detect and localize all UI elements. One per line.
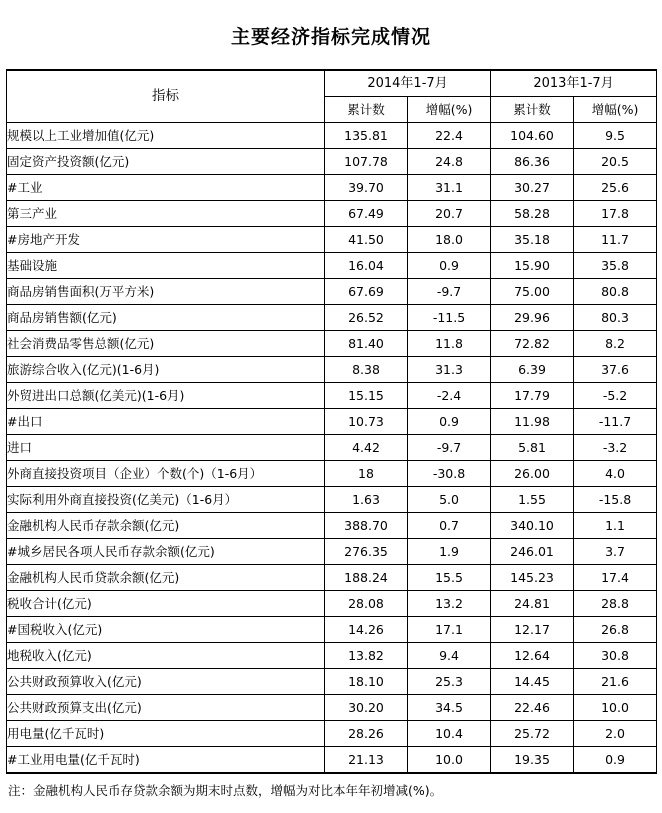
row-label: 商品房销售额(亿元) [7, 305, 325, 331]
cell-2013-growth: 3.7 [574, 539, 657, 565]
column-header-indicator: 指标 [7, 70, 325, 123]
cell-2013-growth: 11.7 [574, 227, 657, 253]
cell-2014-growth: 24.8 [408, 149, 491, 175]
cell-2013-growth: -3.2 [574, 435, 657, 461]
row-label: #国税收入(亿元) [7, 617, 325, 643]
cell-2013-total: 30.27 [491, 175, 574, 201]
table-row [7, 565, 657, 591]
cell-2013-total: 86.36 [491, 149, 574, 175]
table-row [7, 513, 657, 539]
cell-2014-growth: 10.4 [408, 721, 491, 747]
table-row [7, 487, 657, 513]
cell-2013-growth: 26.8 [574, 617, 657, 643]
column-header-2014-growth: 增幅(%) [408, 97, 491, 123]
cell-2013-growth: 2.0 [574, 721, 657, 747]
column-header-2013-growth: 增幅(%) [574, 97, 657, 123]
cell-2013-total: 6.39 [491, 357, 574, 383]
cell-2014-total: 39.70 [325, 175, 408, 201]
table-row [7, 383, 657, 409]
cell-2014-growth: 17.1 [408, 617, 491, 643]
cell-2013-total: 19.35 [491, 747, 574, 774]
cell-2014-growth: 15.5 [408, 565, 491, 591]
cell-2013-total: 22.46 [491, 695, 574, 721]
cell-2013-total: 12.17 [491, 617, 574, 643]
table-row [7, 591, 657, 617]
row-label: 税收合计(亿元) [7, 591, 325, 617]
table-row [7, 409, 657, 435]
cell-2014-total: 388.70 [325, 513, 408, 539]
row-label: 基础设施 [7, 253, 325, 279]
cell-2014-growth: 34.5 [408, 695, 491, 721]
table-row [7, 669, 657, 695]
table-row [7, 747, 657, 774]
cell-2014-growth: 5.0 [408, 487, 491, 513]
cell-2014-total: 18.10 [325, 669, 408, 695]
cell-2014-total: 67.69 [325, 279, 408, 305]
table-header-row-period [7, 70, 657, 97]
cell-2013-growth: -15.8 [574, 487, 657, 513]
cell-2013-total: 14.45 [491, 669, 574, 695]
row-label: #城乡居民各项人民币存款余额(亿元) [7, 539, 325, 565]
cell-2014-growth: 13.2 [408, 591, 491, 617]
cell-2014-growth: 0.9 [408, 253, 491, 279]
cell-2014-total: 14.26 [325, 617, 408, 643]
table-row [7, 279, 657, 305]
cell-2014-growth: 0.7 [408, 513, 491, 539]
cell-2013-total: 24.81 [491, 591, 574, 617]
row-label: 第三产业 [7, 201, 325, 227]
cell-2013-growth: 0.9 [574, 747, 657, 774]
cell-2013-total: 26.00 [491, 461, 574, 487]
cell-2013-total: 15.90 [491, 253, 574, 279]
row-label: #出口 [7, 409, 325, 435]
table-row [7, 695, 657, 721]
row-label: 进口 [7, 435, 325, 461]
row-label: #房地产开发 [7, 227, 325, 253]
cell-2013-total: 17.79 [491, 383, 574, 409]
table-note: 注：金融机构人民币存贷款余额为期末时点数，增幅为对比本年年初增减(%)。 [8, 783, 443, 798]
cell-2014-growth: 18.0 [408, 227, 491, 253]
row-label: 商品房销售面积(万平方米) [7, 279, 325, 305]
cell-2013-growth: 28.8 [574, 591, 657, 617]
table-body [7, 123, 657, 774]
cell-2013-total: 12.64 [491, 643, 574, 669]
cell-2014-growth: 31.1 [408, 175, 491, 201]
cell-2013-growth: 17.4 [574, 565, 657, 591]
table-row [7, 253, 657, 279]
cell-2014-total: 81.40 [325, 331, 408, 357]
cell-2014-total: 1.63 [325, 487, 408, 513]
cell-2014-total: 15.15 [325, 383, 408, 409]
row-label: 固定资产投资额(亿元) [7, 149, 325, 175]
table-row [7, 123, 657, 149]
table-row [7, 721, 657, 747]
cell-2013-total: 25.72 [491, 721, 574, 747]
cell-2014-total: 13.82 [325, 643, 408, 669]
row-label: 外商直接投资项目（企业）个数(个)（1-6月） [7, 461, 325, 487]
cell-2014-growth: -11.5 [408, 305, 491, 331]
row-label: 社会消费品零售总额(亿元) [7, 331, 325, 357]
table-row [7, 175, 657, 201]
row-label: 旅游综合收入(亿元)(1-6月) [7, 357, 325, 383]
cell-2013-total: 1.55 [491, 487, 574, 513]
cell-2014-growth: -9.7 [408, 279, 491, 305]
cell-2014-growth: 11.8 [408, 331, 491, 357]
row-label: 金融机构人民币贷款余额(亿元) [7, 565, 325, 591]
row-label: 用电量(亿千瓦时) [7, 721, 325, 747]
page-title: 主要经济指标完成情况 [230, 26, 431, 48]
cell-2013-growth: 4.0 [574, 461, 657, 487]
cell-2013-growth: 21.6 [574, 669, 657, 695]
column-header-period-2014: 2014年1-7月 [325, 70, 491, 97]
cell-2013-total: 5.81 [491, 435, 574, 461]
cell-2014-total: 30.20 [325, 695, 408, 721]
table-row [7, 331, 657, 357]
cell-2014-total: 16.04 [325, 253, 408, 279]
cell-2013-growth: 35.8 [574, 253, 657, 279]
cell-2014-growth: 22.4 [408, 123, 491, 149]
cell-2013-growth: -5.2 [574, 383, 657, 409]
cell-2014-total: 10.73 [325, 409, 408, 435]
cell-2014-total: 276.35 [325, 539, 408, 565]
cell-2013-growth: 17.8 [574, 201, 657, 227]
cell-2014-growth: 10.0 [408, 747, 491, 774]
cell-2014-growth: 25.3 [408, 669, 491, 695]
cell-2013-growth: 37.6 [574, 357, 657, 383]
cell-2013-growth: 8.2 [574, 331, 657, 357]
cell-2013-total: 11.98 [491, 409, 574, 435]
row-label: #工业 [7, 175, 325, 201]
cell-2014-total: 188.24 [325, 565, 408, 591]
row-label: 公共财政预算收入(亿元) [7, 669, 325, 695]
row-label: 规模以上工业增加值(亿元) [7, 123, 325, 149]
table-row [7, 149, 657, 175]
table-row [7, 357, 657, 383]
cell-2013-growth: 80.8 [574, 279, 657, 305]
cell-2013-total: 72.82 [491, 331, 574, 357]
cell-2013-growth: 9.5 [574, 123, 657, 149]
cell-2013-total: 35.18 [491, 227, 574, 253]
cell-2014-growth: 1.9 [408, 539, 491, 565]
cell-2013-total: 58.28 [491, 201, 574, 227]
cell-2013-total: 246.01 [491, 539, 574, 565]
cell-2013-growth: 30.8 [574, 643, 657, 669]
cell-2014-growth: 31.3 [408, 357, 491, 383]
cell-2013-total: 104.60 [491, 123, 574, 149]
cell-2014-growth: -9.7 [408, 435, 491, 461]
table-row [7, 539, 657, 565]
row-label: 实际利用外商直接投资(亿美元)（1-6月） [7, 487, 325, 513]
cell-2014-total: 135.81 [325, 123, 408, 149]
table-head [7, 70, 657, 123]
table-row [7, 617, 657, 643]
cell-2014-total: 28.26 [325, 721, 408, 747]
cell-2014-total: 26.52 [325, 305, 408, 331]
cell-2014-total: 18 [325, 461, 408, 487]
cell-2014-total: 107.78 [325, 149, 408, 175]
cell-2013-growth: 1.1 [574, 513, 657, 539]
cell-2014-total: 41.50 [325, 227, 408, 253]
table-row [7, 305, 657, 331]
row-label: 地税收入(亿元) [7, 643, 325, 669]
cell-2013-growth: -11.7 [574, 409, 657, 435]
row-label: 公共财政预算支出(亿元) [7, 695, 325, 721]
cell-2013-growth: 10.0 [574, 695, 657, 721]
column-header-2013-total: 累计数 [491, 97, 574, 123]
cell-2014-growth: 20.7 [408, 201, 491, 227]
cell-2014-growth: -30.8 [408, 461, 491, 487]
row-label: #工业用电量(亿千瓦时) [7, 747, 325, 774]
cell-2014-total: 8.38 [325, 357, 408, 383]
cell-2013-growth: 20.5 [574, 149, 657, 175]
cell-2013-total: 145.23 [491, 565, 574, 591]
table-row [7, 435, 657, 461]
table-row [7, 201, 657, 227]
cell-2014-growth: 0.9 [408, 409, 491, 435]
economic-indicators-table [6, 69, 657, 774]
column-header-2014-total: 累计数 [325, 97, 408, 123]
cell-2014-growth: -2.4 [408, 383, 491, 409]
cell-2013-growth: 80.3 [574, 305, 657, 331]
table-row [7, 643, 657, 669]
cell-2013-total: 29.96 [491, 305, 574, 331]
cell-2013-total: 340.10 [491, 513, 574, 539]
row-label: 金融机构人民币存款余额(亿元) [7, 513, 325, 539]
cell-2014-total: 21.13 [325, 747, 408, 774]
cell-2014-growth: 9.4 [408, 643, 491, 669]
cell-2013-growth: 25.6 [574, 175, 657, 201]
row-label: 外贸进出口总额(亿美元)(1-6月) [7, 383, 325, 409]
column-header-period-2013: 2013年1-7月 [491, 70, 657, 97]
cell-2013-total: 75.00 [491, 279, 574, 305]
cell-2014-total: 28.08 [325, 591, 408, 617]
cell-2014-total: 4.42 [325, 435, 408, 461]
table-row [7, 461, 657, 487]
cell-2014-total: 67.49 [325, 201, 408, 227]
table-row [7, 227, 657, 253]
